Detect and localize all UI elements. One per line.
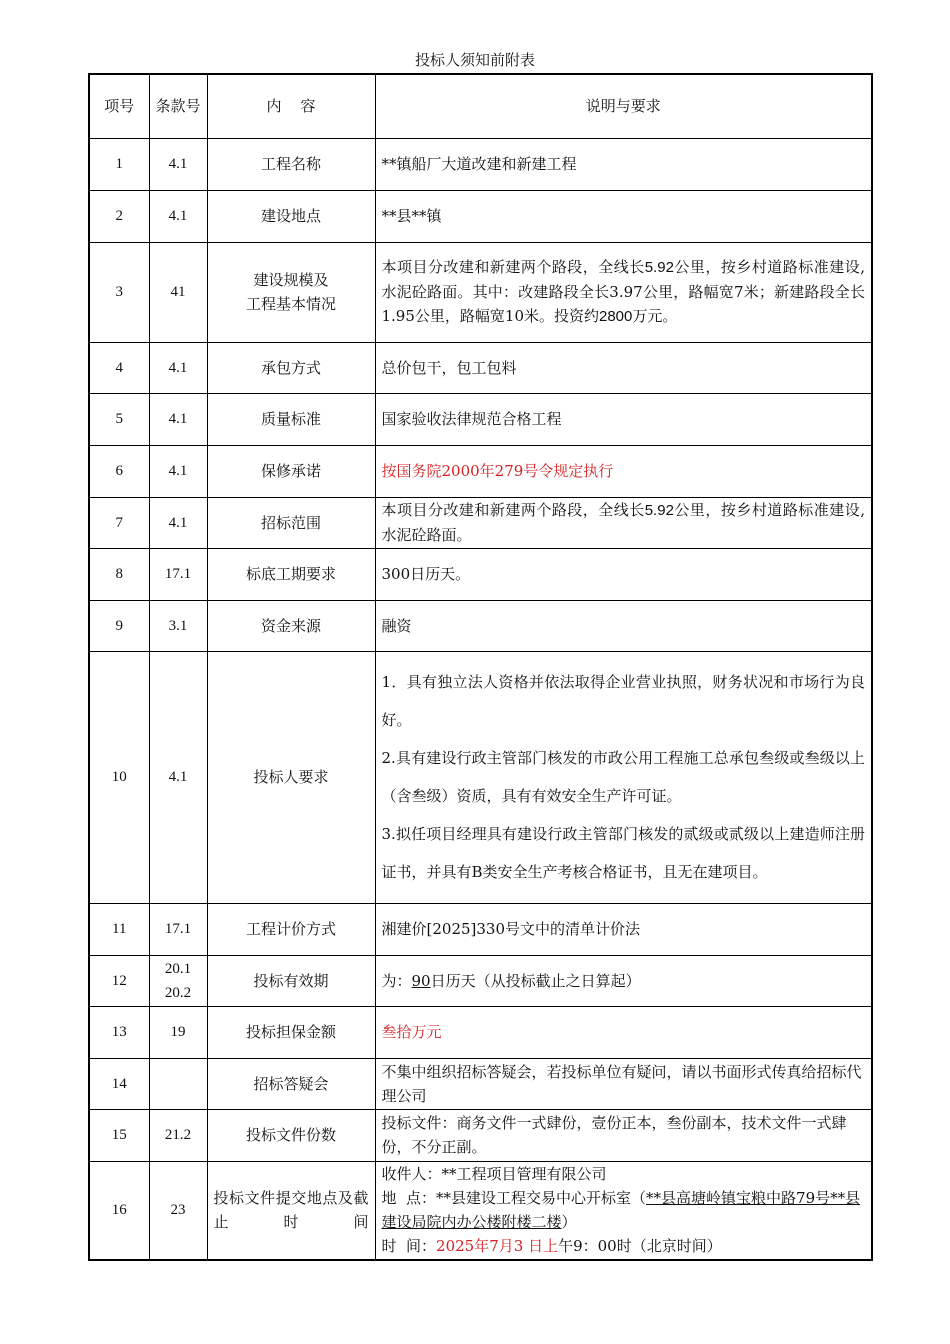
desc-text: 公里，按乡村道路标准建设,水泥砼路面。 bbox=[381, 501, 865, 544]
table-row bbox=[89, 955, 872, 1006]
row-clause-line: 20.2 bbox=[164, 984, 192, 1001]
header-no: 项号 bbox=[89, 74, 149, 138]
desc-text: 为： bbox=[381, 971, 412, 990]
row-clause: 4.1 bbox=[149, 190, 207, 242]
table-row bbox=[89, 393, 872, 445]
row-desc: 300日历天。 bbox=[375, 548, 872, 600]
page-title: 投标人须知前附表 bbox=[414, 51, 535, 69]
table-row bbox=[89, 548, 872, 600]
bid-notice-table bbox=[88, 73, 873, 1261]
row-no: 7 bbox=[89, 497, 149, 548]
desc-line-location bbox=[382, 1186, 866, 1234]
table-row bbox=[89, 190, 872, 242]
row-content: 质量标准 bbox=[207, 393, 375, 445]
row-clause: 17.1 bbox=[149, 548, 207, 600]
row-no: 13 bbox=[89, 1006, 149, 1058]
row-clause: 4.1 bbox=[149, 445, 207, 497]
row-content: 投标担保金额 bbox=[207, 1006, 375, 1058]
row-content-line: 建设规模及 bbox=[253, 271, 329, 289]
desc-number: 5.92 bbox=[644, 259, 674, 276]
row-desc: 总价包干，包工包料 bbox=[375, 342, 872, 393]
table-row bbox=[89, 1006, 872, 1058]
header-content: 内 容 bbox=[207, 74, 375, 138]
desc-text: 午9：00时（北京时间） bbox=[558, 1237, 722, 1256]
row-no: 4 bbox=[89, 342, 149, 393]
row-content: 工程名称 bbox=[207, 138, 375, 190]
row-content: 工程计价方式 bbox=[207, 903, 375, 955]
row-content bbox=[207, 242, 375, 342]
row-no: 10 bbox=[89, 651, 149, 903]
row-no: 3 bbox=[89, 242, 149, 342]
row-content: 投标文件份数 bbox=[207, 1109, 375, 1161]
row-desc bbox=[375, 955, 872, 1006]
table-row bbox=[89, 242, 872, 342]
row-content: 投标有效期 bbox=[207, 955, 375, 1006]
row-clause bbox=[149, 955, 207, 1006]
row-no: 6 bbox=[89, 445, 149, 497]
row-desc: **镇船厂大道改建和新建工程 bbox=[375, 138, 872, 190]
desc-number: 2800 bbox=[599, 308, 633, 325]
row-content-text: 投标文件提交地点及截止时间 bbox=[213, 1189, 369, 1232]
row-content-line: 工程基本情况 bbox=[245, 295, 336, 313]
row-desc: 投标文件：商务文件一式肆份，壹份正本，叁份副本，技术文件一式肆份，不分正副。 bbox=[375, 1109, 872, 1161]
row-no: 1 bbox=[89, 138, 149, 190]
row-no: 16 bbox=[89, 1161, 149, 1260]
table-row bbox=[89, 497, 872, 548]
row-clause: 4.1 bbox=[149, 393, 207, 445]
row-no: 14 bbox=[89, 1058, 149, 1109]
requirement-item: 3.拟任项目经理具有建设行政主管部门核发的贰级或贰级以上建造师注册证书，并具有B类安全生产考核合格证书，且无在建项目。 bbox=[381, 825, 865, 881]
row-no: 12 bbox=[89, 955, 149, 1006]
row-clause: 4.1 bbox=[149, 497, 207, 548]
row-desc: **县**镇 bbox=[375, 190, 872, 242]
row-content bbox=[207, 1161, 375, 1260]
row-clause: 4.1 bbox=[149, 342, 207, 393]
row-clause-line: 20.1 bbox=[164, 960, 192, 977]
desc-text: 本项目分改建和新建两个路段，全线长 bbox=[381, 258, 645, 276]
table-row bbox=[89, 1161, 872, 1260]
row-clause: 41 bbox=[149, 242, 207, 342]
row-clause: 23 bbox=[149, 1161, 207, 1260]
header-clause: 条款号 bbox=[149, 74, 207, 138]
row-desc: 国家验收法律规范合格工程 bbox=[375, 393, 872, 445]
row-clause: 3.1 bbox=[149, 600, 207, 651]
row-desc bbox=[375, 497, 872, 548]
row-clause: 19 bbox=[149, 1006, 207, 1058]
table-row bbox=[89, 651, 872, 903]
desc-number: 5.92 bbox=[644, 502, 674, 519]
requirement-item: 1．具有独立法人资格并依法取得企业营业执照，财务状况和市场行为良好。 bbox=[381, 673, 865, 729]
row-no: 2 bbox=[89, 190, 149, 242]
table-row bbox=[89, 342, 872, 393]
row-desc: 按国务院2000年279号令规定执行 bbox=[375, 445, 872, 497]
desc-deadline-date: 2025年7月3 日上 bbox=[436, 1237, 559, 1256]
row-no: 9 bbox=[89, 600, 149, 651]
row-desc: 融资 bbox=[375, 600, 872, 651]
table-row bbox=[89, 1109, 872, 1161]
table-row bbox=[89, 1058, 872, 1109]
row-clause: 21.2 bbox=[149, 1109, 207, 1161]
row-desc: 湘建价[2025]330号文中的清单计价法 bbox=[375, 903, 872, 955]
row-content: 保修承诺 bbox=[207, 445, 375, 497]
row-clause bbox=[149, 1058, 207, 1109]
table-row bbox=[89, 445, 872, 497]
table-header-row bbox=[89, 74, 872, 138]
row-clause: 4.1 bbox=[149, 651, 207, 903]
table-row bbox=[89, 600, 872, 651]
row-content: 建设地点 bbox=[207, 190, 375, 242]
desc-text: 万元。 bbox=[632, 307, 678, 325]
desc-text: ） bbox=[561, 1213, 577, 1232]
desc-number: 90 bbox=[411, 971, 431, 990]
row-content: 招标答疑会 bbox=[207, 1058, 375, 1109]
row-desc bbox=[375, 242, 872, 342]
row-no: 11 bbox=[89, 903, 149, 955]
row-clause: 17.1 bbox=[149, 903, 207, 955]
table-row bbox=[89, 903, 872, 955]
row-no: 8 bbox=[89, 548, 149, 600]
row-desc: 不集中组织招标答疑会，若投标单位有疑问，请以书面形式传真给招标代理公司 bbox=[375, 1058, 872, 1109]
desc-text: 日历天（从投标截止之日算起） bbox=[430, 971, 641, 990]
row-no: 15 bbox=[89, 1109, 149, 1161]
row-desc bbox=[375, 1161, 872, 1260]
row-desc: 叁拾万元 bbox=[375, 1006, 872, 1058]
row-desc bbox=[375, 651, 872, 903]
row-content: 投标人要求 bbox=[207, 651, 375, 903]
row-content: 资金来源 bbox=[207, 600, 375, 651]
row-content: 承包方式 bbox=[207, 342, 375, 393]
desc-line-recipient: 收件人：**工程项目管理有限公司 bbox=[381, 1165, 607, 1184]
row-content: 招标范围 bbox=[207, 497, 375, 548]
desc-address: **县高塘岭镇宝粮中路79号**县建设局院内办公楼附楼二楼 bbox=[381, 1189, 861, 1232]
table-row bbox=[89, 138, 872, 190]
row-clause: 4.1 bbox=[149, 138, 207, 190]
desc-line-time bbox=[382, 1234, 866, 1258]
row-content: 标底工期要求 bbox=[207, 548, 375, 600]
desc-text: 时 间： bbox=[381, 1237, 437, 1256]
header-desc: 说明与要求 bbox=[375, 74, 872, 138]
desc-text: 本项目分改建和新建两个路段，全线长 bbox=[381, 501, 645, 519]
row-no: 5 bbox=[89, 393, 149, 445]
requirement-item: 2.具有建设行政主管部门核发的市政公用工程施工总承包叁级或叁级以上（含叁级）资质，具有有效安全生产许可证。 bbox=[381, 749, 865, 805]
desc-text: 公里，按乡村道路标准建设,水泥砼路面。其中：改建路段全长3.97公里，路幅宽7米；新建路段全长1.95公里，路幅宽10米。投资约 bbox=[381, 258, 865, 325]
desc-text: 地 点：**县建设工程交易中心开标室（ bbox=[381, 1189, 647, 1208]
